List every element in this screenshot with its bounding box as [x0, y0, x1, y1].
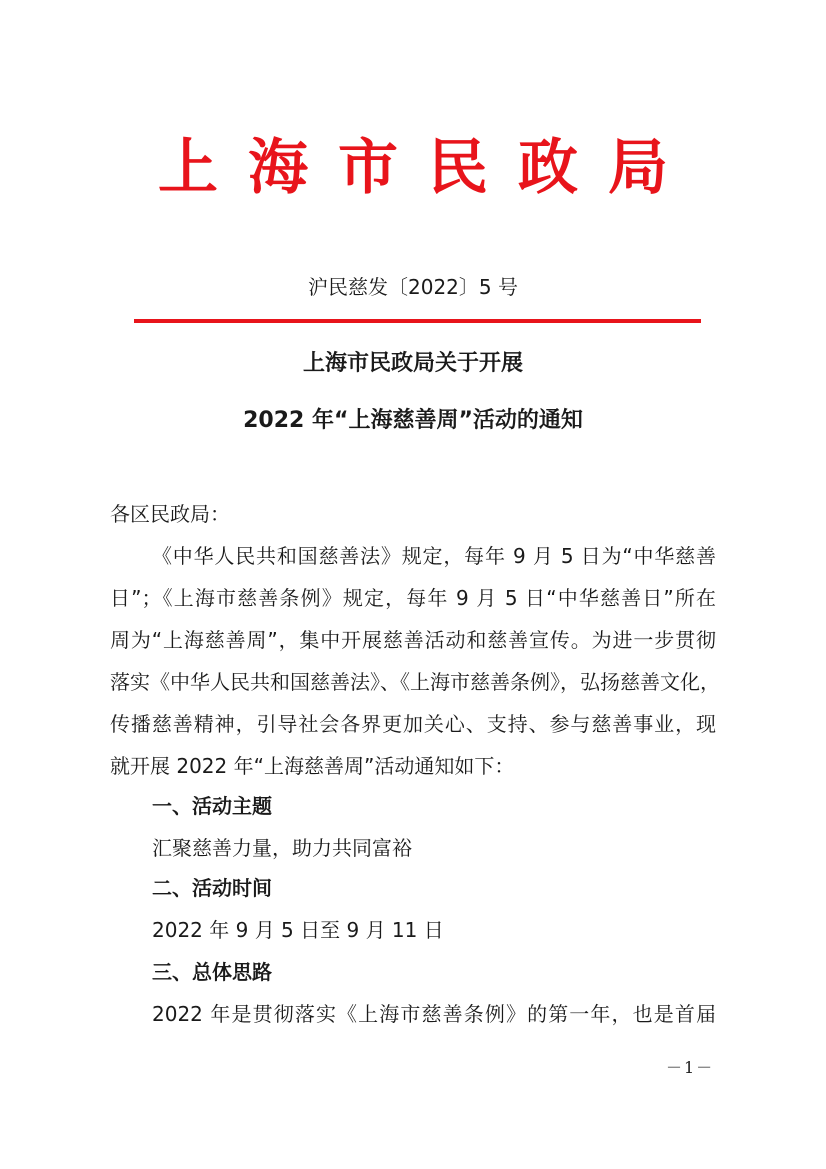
section-text: 汇聚慈善力量，助力共同富裕: [152, 836, 412, 860]
paragraph-line: 就开展 2022 年“上海慈善周”活动通知如下：: [110, 754, 515, 778]
paragraph-line: 《中华人民共和国慈善法》规定，每年 9 月 5 日为“中华慈善: [152, 544, 716, 568]
page-number: －1－: [666, 1058, 715, 1077]
notice-title-line-1: 上海市民政局关于开展: [302, 351, 523, 376]
section-text: 2022 年 9 月 5 日至 9 月 11 日: [152, 918, 444, 942]
salutation: 各区民政局：: [110, 502, 230, 526]
red-divider-line: [134, 319, 701, 323]
paragraph-line: 周为“上海慈善周”，集中开展慈善活动和慈善宣传。为进一步贯彻: [110, 628, 716, 652]
agency-header: 上海市民政局: [158, 133, 698, 203]
section-heading: 一、活动主题: [152, 794, 272, 818]
paragraph-line: 传播慈善精神，引导社会各界更加关心、支持、参与慈善事业，现: [110, 712, 716, 736]
document-number: 沪民慈发〔2022〕5 号: [308, 275, 518, 299]
notice-title-line-2: 2022 年“上海慈善周”活动的通知: [243, 408, 583, 433]
paragraph-line: 落实《中华人民共和国慈善法》、《上海市慈善条例》，弘扬慈善文化，: [110, 670, 720, 694]
section-heading: 三、总体思路: [152, 960, 272, 984]
paragraph-line: 日”；《上海市慈善条例》规定，每年 9 月 5 日“中华慈善日”所在: [110, 586, 716, 610]
section-text: 2022 年是贯彻落实《上海市慈善条例》的第一年，也是首届: [152, 1002, 716, 1026]
section-heading: 二、活动时间: [152, 876, 272, 900]
